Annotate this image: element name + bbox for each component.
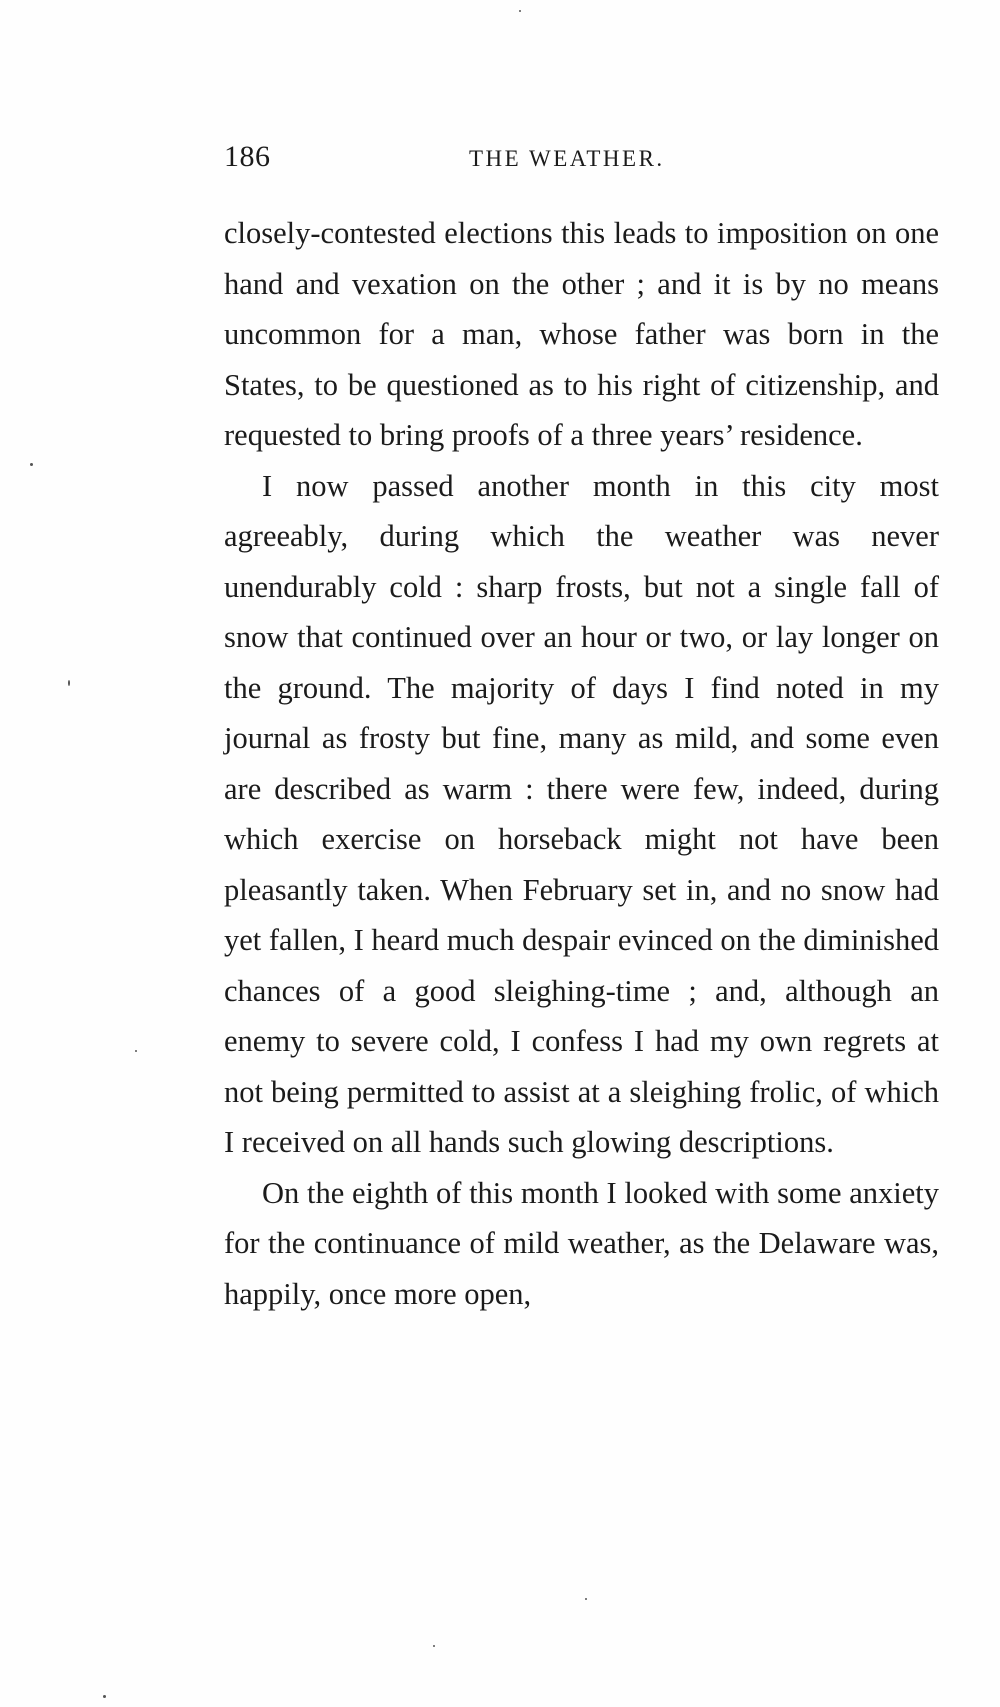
scan-speck <box>68 680 70 686</box>
paragraph-3: On the eighth of this month I looked with some anxiety for the continuance of mild weather, as the Delaware was, happily, once more open, <box>224 1175 939 1311</box>
scan-speck <box>585 1598 587 1600</box>
scan-speck <box>30 463 33 466</box>
scan-speck <box>433 1645 435 1647</box>
paragraph-1: closely-contested elections this leads to imposition on one hand and vexation on the other ; and it is by no means uncommon for a man, whose father was born in the States, to be questioned as to his right of citizenship, and requested to bring proofs of a three years’ residence. <box>224 216 939 452</box>
scan-speck <box>519 10 521 12</box>
page-number: 186 <box>224 140 271 173</box>
scan-speck <box>103 1695 106 1698</box>
page-header <box>224 140 944 180</box>
running-head: THE WEATHER. <box>469 146 665 171</box>
scan-speck <box>135 1050 137 1052</box>
paragraph-2: I now passed another month in this city most agreeably, during which the weather was never unendurably cold : sharp frosts, but not a single fall of snow that continued over an hour or two, or lay longer on the ground. The majority of days I find noted in my journal as frosty but fine, many as mild, and some even are described as warm : there were few, indeed, during which exercise on horseback might not have been pleasantly taken. When February set in, and no snow had yet fallen, I heard much despair evinced on the diminished chances of a good sleighing-time ; and, although an enemy to severe cold, I confess I had my own regrets at not being permitted to assist at a sleighing frolic, of which I received on all hands such glowing descriptions. <box>224 468 939 1159</box>
body-text <box>224 208 939 1319</box>
